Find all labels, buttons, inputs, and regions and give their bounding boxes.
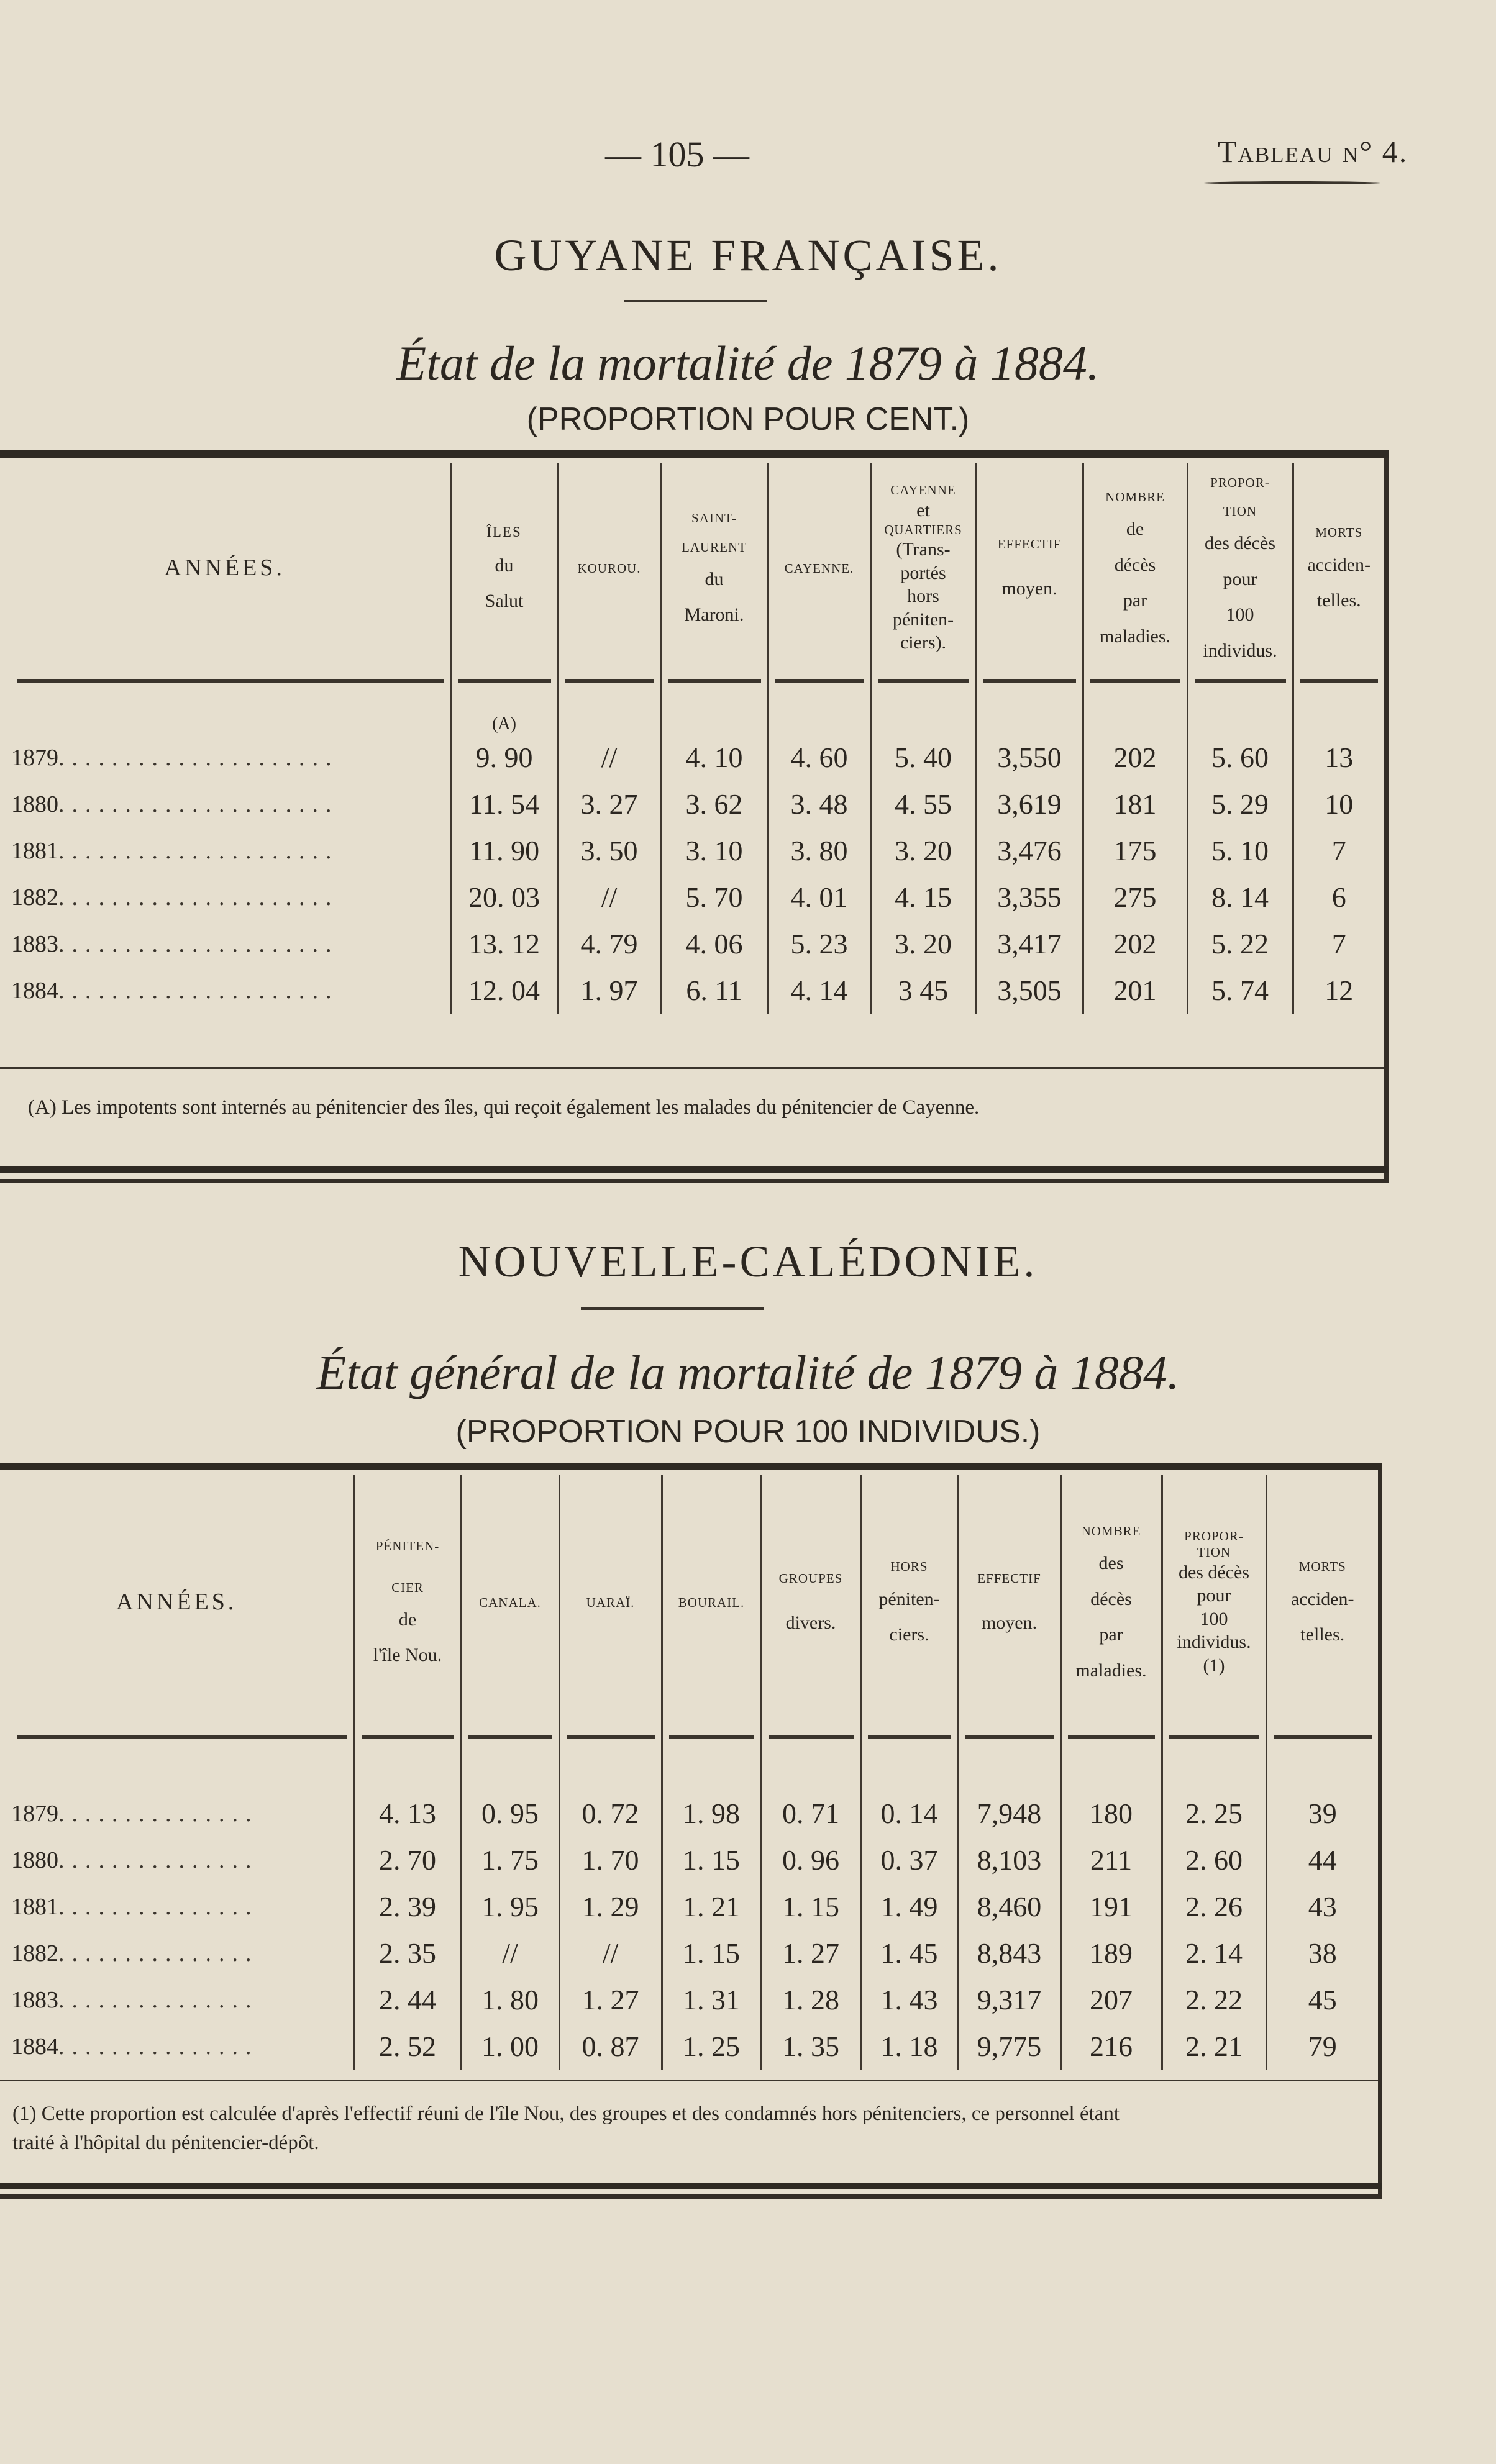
- header-proportion: PROPOR- TION des décès pour 100 individus.: [1187, 463, 1293, 674]
- cell: //: [558, 734, 660, 781]
- cell: 13: [1293, 734, 1384, 781]
- header-hors-penitenciers: HORS péniten- ciers.: [860, 1475, 958, 1730]
- cell: 1. 00: [461, 2023, 559, 2070]
- cell: 5. 60: [1187, 734, 1293, 781]
- footnote-marker: (1): [12, 2103, 37, 2125]
- cell: 4. 14: [768, 967, 870, 1014]
- footnote-marker-row: [0, 688, 1384, 734]
- cell: 6. 11: [660, 967, 768, 1014]
- cell: 1. 27: [761, 1930, 860, 1976]
- cell: 1. 97: [558, 967, 660, 1014]
- table-row: 1879............... 4. 13 0. 95 0. 72 1. 98 0. 71 0. 14 7,948 180 2. 25 39: [0, 1790, 1378, 1837]
- cell: 0. 87: [559, 2023, 662, 2070]
- row-year: 1881: [11, 837, 58, 864]
- cell: 5. 40: [870, 734, 976, 781]
- cell: 13. 12: [450, 921, 558, 967]
- cell: 2. 22: [1162, 1976, 1266, 2023]
- table-row: 1880............... 2. 70 1. 75 1. 70 1. 15 0. 96 0. 37 8,103 211 2. 60 44: [0, 1837, 1378, 1883]
- row-year: 1882: [11, 884, 58, 911]
- cell: 20. 03: [450, 874, 558, 921]
- cell: 38: [1266, 1930, 1378, 1976]
- cell: 12. 04: [450, 967, 558, 1014]
- cell: 189: [1060, 1930, 1162, 1976]
- header-cayenne: CAYENNE.: [768, 463, 870, 674]
- cell: 3. 48: [768, 781, 870, 827]
- cell: 39: [1266, 1790, 1378, 1837]
- cell: 0. 95: [461, 1790, 559, 1837]
- cell: 2. 44: [354, 1976, 461, 2023]
- header-groupes: GROUPES divers.: [761, 1475, 860, 1730]
- cell: 2. 60: [1162, 1837, 1266, 1883]
- table-row: 1879..................... 9. 90 // 4. 10 4. 60 5. 40 3,550 202 5. 60 13: [0, 734, 1384, 781]
- cell: 5. 70: [660, 874, 768, 921]
- cell: 11. 54: [450, 781, 558, 827]
- header-iles-label: ÎLES: [486, 524, 522, 540]
- header-iles-du-salut: [450, 463, 558, 674]
- cell: 8,103: [958, 1837, 1060, 1883]
- cell: 0. 37: [860, 1837, 958, 1883]
- cell: 202: [1083, 921, 1187, 967]
- row-year: 1883: [11, 930, 58, 957]
- cell: 0. 71: [761, 1790, 860, 1837]
- cell: 1. 45: [860, 1930, 958, 1976]
- cell: 5. 74: [1187, 967, 1293, 1014]
- cell: 9,775: [958, 2023, 1060, 2070]
- cell: 1. 15: [761, 1883, 860, 1930]
- cell: //: [558, 874, 660, 921]
- cell: 1. 95: [461, 1883, 559, 1930]
- header-iles-salut: Salut: [485, 591, 524, 612]
- title-rule: [624, 300, 767, 302]
- cell: 180: [1060, 1790, 1162, 1837]
- table-top-rule: [0, 1463, 1382, 1470]
- table-bottom-rule: [0, 1067, 1384, 1069]
- cell: 4. 01: [768, 874, 870, 921]
- table-top-rule: [0, 450, 1389, 458]
- cell: 1. 29: [559, 1883, 662, 1930]
- cell: 1. 75: [461, 1837, 559, 1883]
- row-year: 1881: [11, 1893, 58, 1920]
- table-row: 1882..................... 20. 03 // 5. 70 4. 01 4. 15 3,355 275 8. 14 6: [0, 874, 1384, 921]
- cell: 6: [1293, 874, 1384, 921]
- header-nombre: NOMBRE des décès par maladies.: [1060, 1475, 1162, 1730]
- table-row: 1881..................... 11. 90 3. 50 3. 10 3. 80 3. 20 3,476 175 5. 10 7: [0, 827, 1384, 874]
- table-bottom-thick-rule: [0, 2183, 1382, 2189]
- row-year: 1884: [11, 2033, 58, 2060]
- cell: 2. 21: [1162, 2023, 1266, 2070]
- section-proportion-guyane: (PROPORTION POUR CENT.): [526, 401, 970, 437]
- cell: 1. 18: [860, 2023, 958, 2070]
- cell: 2. 52: [354, 2023, 461, 2070]
- header-uarai: UARAÏ.: [559, 1475, 662, 1730]
- cell: 1. 28: [761, 1976, 860, 2023]
- row-year: 1880: [11, 791, 58, 817]
- cell: 7: [1293, 921, 1384, 967]
- header-saint-laurent: SAINT- LAURENT du Maroni.: [660, 463, 768, 674]
- cell: 43: [1266, 1883, 1378, 1930]
- header-morts: MORTS acciden- telles.: [1266, 1475, 1378, 1730]
- section-title-caledonie: NOUVELLE-CALÉDONIE.: [458, 1237, 1038, 1286]
- tableau-label: Tableau n° 4.: [1218, 134, 1408, 169]
- cell: 216: [1060, 2023, 1162, 2070]
- row-year: 1879: [11, 1800, 58, 1827]
- cell: 3,476: [976, 827, 1083, 874]
- header-annees: ANNÉES.: [116, 1589, 237, 1616]
- cell: 3,550: [976, 734, 1083, 781]
- footnote-text: Les impotents sont internés au pénitencier des îles, qui reçoit également les malades du pénitencier de Cayenne.: [62, 1096, 980, 1119]
- cell: 4. 79: [558, 921, 660, 967]
- footnote-caledonie-line2: traité à l'hôpital du pénitencier-dépôt.: [12, 2132, 319, 2154]
- spacer-row: [0, 1743, 1378, 1790]
- cell: 1. 98: [662, 1790, 761, 1837]
- cell: 7,948: [958, 1790, 1060, 1837]
- row-year: 1884: [11, 977, 58, 1004]
- cell: 3. 62: [660, 781, 768, 827]
- cell: 7: [1293, 827, 1384, 874]
- cell: 3,417: [976, 921, 1083, 967]
- header-effectif: EFFECTIF moyen.: [958, 1475, 1060, 1730]
- table-row: 1880..................... 11. 54 3. 27 3. 62 3. 48 4. 55 3,619 181 5. 29 10: [0, 781, 1384, 827]
- header-separator-row: [0, 1730, 1378, 1743]
- cell: 2. 39: [354, 1883, 461, 1930]
- cell: 1. 80: [461, 1976, 559, 2023]
- cell: 4. 10: [660, 734, 768, 781]
- cell: 2. 14: [1162, 1930, 1266, 1976]
- cell: 3. 10: [660, 827, 768, 874]
- cell: 2. 26: [1162, 1883, 1266, 1930]
- section-subtitle-caledonie: État général de la mortalité de 1879 à 1884.: [316, 1345, 1180, 1399]
- cell: 1. 49: [860, 1883, 958, 1930]
- cell: 0. 96: [761, 1837, 860, 1883]
- cell: 1. 35: [761, 2023, 860, 2070]
- table-row: 1884............... 2. 52 1. 00 0. 87 1. 25 1. 35 1. 18 9,775 216 2. 21 79: [0, 2023, 1378, 2070]
- cell: 5. 23: [768, 921, 870, 967]
- header-bourail: BOURAIL.: [662, 1475, 761, 1730]
- cell: 0. 72: [559, 1790, 662, 1837]
- cell: 12: [1293, 967, 1384, 1014]
- cell: 201: [1083, 967, 1187, 1014]
- cell: 207: [1060, 1976, 1162, 2023]
- cell: 3. 80: [768, 827, 870, 874]
- footnote-caledonie-line1: [12, 2103, 1120, 2125]
- cell: 9. 90: [450, 734, 558, 781]
- cell: 1. 15: [662, 1837, 761, 1883]
- header-canala: CANALA.: [461, 1475, 559, 1730]
- header-nombre: NOMBRE de décès par maladies.: [1083, 463, 1187, 674]
- section-title-guyane: GUYANE FRANÇAISE.: [494, 230, 1002, 280]
- cell: 10: [1293, 781, 1384, 827]
- cell: 3,505: [976, 967, 1083, 1014]
- cell: 275: [1083, 874, 1187, 921]
- mortality-table-guyane: [0, 463, 1384, 1014]
- header-effectif: EFFECTIF moyen.: [976, 463, 1083, 674]
- cell: 4. 55: [870, 781, 976, 827]
- cell: 4. 13: [354, 1790, 461, 1837]
- cell: 3 45: [870, 967, 976, 1014]
- cell: 79: [1266, 2023, 1378, 2070]
- cell: 202: [1083, 734, 1187, 781]
- header-penitencier-ile-nou: PÉNITEN- CIER de l'île Nou.: [354, 1475, 461, 1730]
- section-subtitle-guyane: État de la mortalité de 1879 à 1884.: [396, 336, 1100, 390]
- cell: 3. 20: [870, 921, 976, 967]
- section-proportion-caledonie: (PROPORTION POUR 100 INDIVIDUS.): [455, 1414, 1041, 1450]
- cell: 3,619: [976, 781, 1083, 827]
- table-row: 1883..................... 13. 12 4. 79 4. 06 5. 23 3. 20 3,417 202 5. 22 7: [0, 921, 1384, 967]
- cell: //: [559, 1930, 662, 1976]
- mortality-table-caledonie: [0, 1475, 1378, 2070]
- cell: 1. 27: [559, 1976, 662, 2023]
- cell: 3,355: [976, 874, 1083, 921]
- row-year: 1882: [11, 1940, 58, 1966]
- header-annees: ANNÉES.: [164, 555, 285, 581]
- cell: 8,460: [958, 1883, 1060, 1930]
- cell: 45: [1266, 1976, 1378, 2023]
- table-row: 1884..................... 12. 04 1. 97 6. 11 4. 14 3 45 3,505 201 5. 74 12: [0, 967, 1384, 1014]
- page-number: — 105 —: [605, 134, 749, 175]
- cell: 0. 14: [860, 1790, 958, 1837]
- cell: 5. 22: [1187, 921, 1293, 967]
- row-year: 1880: [11, 1847, 58, 1873]
- row-year: 1883: [11, 1986, 58, 2013]
- cell: 4. 15: [870, 874, 976, 921]
- cell: 1. 70: [559, 1837, 662, 1883]
- cell: 191: [1060, 1883, 1162, 1930]
- table-row: 1883............... 2. 44 1. 80 1. 27 1. 31 1. 28 1. 43 9,317 207 2. 22 45: [0, 1976, 1378, 2023]
- cell: 1. 43: [860, 1976, 958, 2023]
- cell: 11. 90: [450, 827, 558, 874]
- row-year: 1879: [11, 744, 58, 771]
- cell: 181: [1083, 781, 1187, 827]
- header-cayenne-quartiers: CAYENNE et QUARTIERS (Trans- portés hors péniten- ciers).: [870, 463, 976, 674]
- cell: 211: [1060, 1837, 1162, 1883]
- footnote-marker-a: (A): [450, 688, 558, 734]
- header-separator-row: [0, 674, 1384, 688]
- cell: 4. 06: [660, 921, 768, 967]
- cell: 2. 35: [354, 1930, 461, 1976]
- header-morts: MORTS acciden- telles.: [1293, 463, 1384, 674]
- cell: 9,317: [958, 1976, 1060, 2023]
- cell: 1. 25: [662, 2023, 761, 2070]
- cell: //: [461, 1930, 559, 1976]
- cell: 5. 29: [1187, 781, 1293, 827]
- footnote-guyane: [28, 1096, 979, 1119]
- cell: 2. 70: [354, 1837, 461, 1883]
- cell: 2. 25: [1162, 1790, 1266, 1837]
- cell: 1. 15: [662, 1930, 761, 1976]
- cell: 44: [1266, 1837, 1378, 1883]
- cell: 3. 20: [870, 827, 976, 874]
- tableau-underline: [1202, 181, 1382, 184]
- cell: 175: [1083, 827, 1187, 874]
- table-row: 1882............... 2. 35 // // 1. 15 1. 27 1. 45 8,843 189 2. 14 38: [0, 1930, 1378, 1976]
- cell: 5. 10: [1187, 827, 1293, 874]
- footnote-text: Cette proportion est calculée d'après l'effectif réuni de l'île Nou, des groupes et des condamnés hors pénitenciers, ce personnel étant: [41, 2103, 1120, 2125]
- cell: 3. 27: [558, 781, 660, 827]
- header-proportion: PROPOR- TION des décès pour 100 individus. (1): [1162, 1475, 1266, 1730]
- cell: 1. 21: [662, 1883, 761, 1930]
- cell: 1. 31: [662, 1976, 761, 2023]
- cell: 4. 60: [768, 734, 870, 781]
- header-kourou: KOUROU.: [558, 463, 660, 674]
- table-bottom-rule: [0, 2080, 1378, 2081]
- table-row: 1881............... 2. 39 1. 95 1. 29 1. 21 1. 15 1. 49 8,460 191 2. 26 43: [0, 1883, 1378, 1930]
- title-rule: [581, 1307, 764, 1310]
- cell: 8,843: [958, 1930, 1060, 1976]
- table-bottom-thick-rule: [0, 1166, 1389, 1173]
- header-iles-du: du: [495, 555, 514, 576]
- cell: 3. 50: [558, 827, 660, 874]
- footnote-marker: (A): [28, 1096, 57, 1119]
- cell: 8. 14: [1187, 874, 1293, 921]
